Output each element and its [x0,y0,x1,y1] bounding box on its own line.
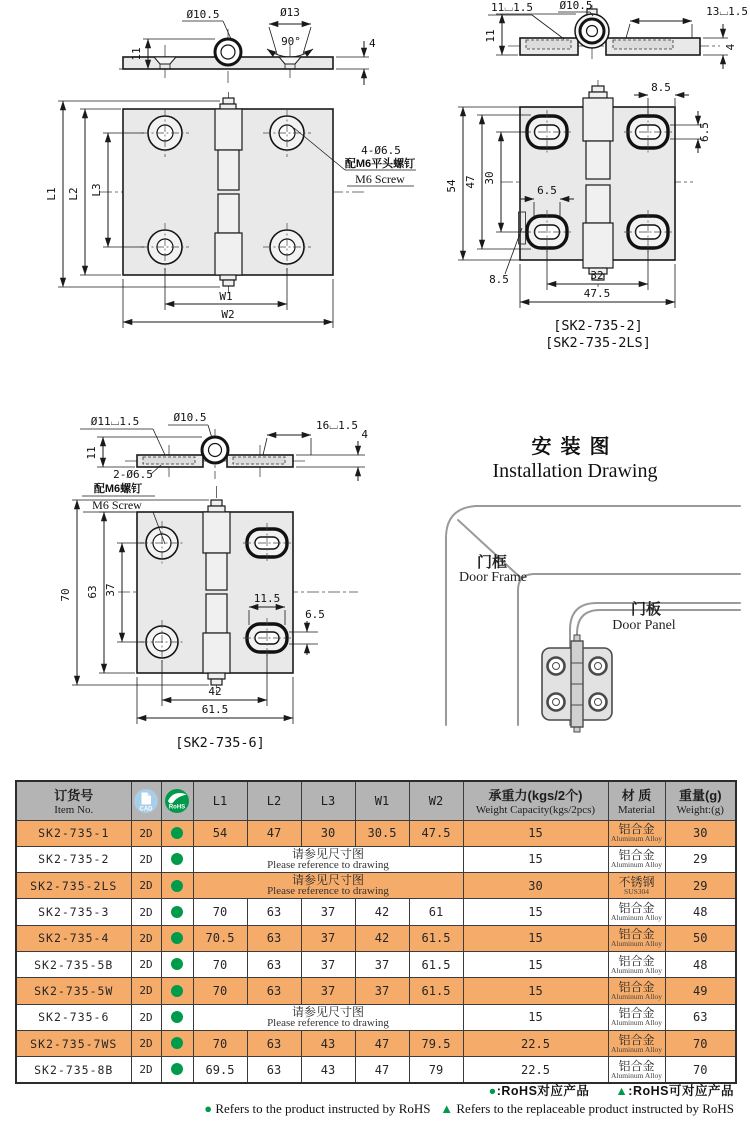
w2-cell: 79.5 [409,1030,463,1056]
material-cn: 铝合金 [618,927,655,942]
table-row [16,951,736,977]
rohs-cell [161,951,193,977]
rohs-dot [171,1011,183,1023]
capacity-cell: 15 [463,846,608,872]
material-cn: 不锈钢 [618,874,655,889]
material-en: Aluminum Alloy [610,1044,663,1054]
material-en: Aluminum Alloy [610,834,663,844]
l3-cell: 37 [301,978,355,1004]
w1-cell: 42 [355,925,409,951]
material-en: Aluminum Alloy [610,939,663,949]
table-row [16,846,736,872]
dim-inner-height: 63 [86,585,99,599]
cad-cell: 2D [131,1004,161,1030]
l3-cell: 43 [301,1057,355,1083]
dim-l2: L2 [67,187,80,201]
merged-note-cn: 请参见尺寸图 [291,873,364,888]
rohs-dot [171,1063,183,1075]
model-label: [SK2-735-6] [175,735,265,751]
dim-height: 11 [130,47,143,61]
rohs-legend [204,1081,734,1117]
item-cell: SK2-735-8B [16,1057,131,1083]
w1-cell: 37 [355,951,409,977]
rohs-cell [161,873,193,899]
dim-slot-h: 6.5 [305,608,325,621]
rohs-legend-en [204,1101,734,1117]
rohs-dot [171,958,183,970]
table-row [16,873,736,899]
screw-note-en: M6 Screw [92,498,142,512]
l2-cell: 63 [247,978,301,1004]
dim-csk-dia: Ø13 [280,6,300,19]
spec-table [15,780,737,1084]
capacity-cell: 15 [463,1004,608,1030]
hole-callout: 4-Ø6.5 [361,144,401,157]
table-row [16,1030,736,1056]
dim-edge-top: 8.5 [651,81,671,94]
header-item-en: Item No. [54,804,94,817]
dim-height: 11 [484,29,497,43]
rohs-cell [161,978,193,1004]
l2-cell: 63 [247,899,301,925]
table-row [16,899,736,925]
dims-merged-cell [193,1004,463,1030]
l3-cell: 37 [301,899,355,925]
cad-cell: 2D [131,899,161,925]
material-cn: 铝合金 [618,901,655,916]
installation-drawing [430,478,750,725]
material-cn: 铝合金 [618,979,655,994]
capacity-cell: 15 [463,899,608,925]
header-row [16,781,736,820]
l2-cell: 63 [247,951,301,977]
capacity-cell: 15 [463,820,608,846]
item-cell: SK2-735-2LS [16,873,131,899]
col-header-rohs [161,781,193,820]
door-panel-label-cn: 门板 [630,601,662,618]
dim-hole-span-h: 32 [590,269,604,282]
l1-cell: 70 [193,899,247,925]
material-cell [608,1004,665,1030]
item-cell: SK2-735-6 [16,1004,131,1030]
header-capacity-en: Weight Capacity(kgs/2pcs) [475,804,596,817]
item-cell: SK2-735-3 [16,899,131,925]
dims-merged-cell [193,846,463,872]
dim-width: 47.5 [583,287,611,300]
material-en: Aluminum Alloy [610,1070,663,1080]
w2-cell: 79 [409,1057,463,1083]
dim-height: 54 [445,179,458,193]
material-cell [608,846,665,872]
material-en: Aluminum Alloy [610,991,663,1001]
capacity-cell: 22.5 [463,1057,608,1083]
l1-cell: 70 [193,951,247,977]
material-cell [608,1030,665,1056]
material-cell [608,951,665,977]
weight-cell: 50 [665,925,736,951]
l2-cell: 63 [247,1057,301,1083]
rohs-triangle-en: Refers to the replaceable product instructed by RoHS [456,1101,734,1116]
w1-cell: 42 [355,899,409,925]
col-header-material [608,781,665,820]
material-cell [608,820,665,846]
w1-cell: 37 [355,978,409,1004]
model-label-2: [SK2-735-2LS] [545,335,651,351]
screw-note-cn: 配M6平头螺钉 [344,158,416,170]
header-material-en: Material [617,804,656,817]
material-en: SUS304 [623,886,649,896]
l1-cell: 70 [193,978,247,1004]
dim-w1: W1 [219,290,233,303]
cad-cell: 2D [131,951,161,977]
dim-width: 61.5 [201,703,229,716]
header-weight-cn: 重量(g) [678,788,722,804]
dim-pocket-left: Ø11⌴1.5 [90,415,140,428]
rohs-triangle-cn: :RoHS可对应产品 [628,1084,734,1098]
col-header-l1: L1 [193,781,247,820]
svg-text:CAD: CAD [139,806,153,813]
cad-icon [133,788,159,814]
merged-note-en: Please reference to drawing [267,858,389,871]
w2-cell: 47.5 [409,820,463,846]
header-capacity-cn: 承重力(kgs/2个) [488,788,583,804]
weight-cell: 29 [665,873,736,899]
capacity-cell: 15 [463,951,608,977]
l3-cell: 30 [301,820,355,846]
rohs-cell [161,1030,193,1056]
dim-pocket-right: 13⌴1.5 [706,5,748,18]
col-header-weight [665,781,736,820]
cad-cell: 2D [131,820,161,846]
material-cell [608,899,665,925]
model-label-1: [SK2-735-2] [553,318,643,334]
merged-note-cn: 请参见尺寸图 [291,1004,364,1019]
cad-cell: 2D [131,1057,161,1083]
item-cell: SK2-735-7WS [16,1030,131,1056]
rohs-cell [161,846,193,872]
l1-cell: 54 [193,820,247,846]
door-panel-label-en: Door Panel [612,618,676,633]
rohs-dot-symbol-en: ● [204,1101,213,1116]
rohs-dot [171,1037,183,1049]
col-header-cad [131,781,161,820]
door-frame-label-cn: 门框 [476,554,508,571]
l1-cell: 69.5 [193,1057,247,1083]
col-header-item [16,781,131,820]
w2-cell: 61.5 [409,925,463,951]
side-view-drawing-b [480,0,750,72]
installation-title-cn: 安装图 [531,436,619,458]
w2-cell: 61 [409,899,463,925]
installation-title-en: Installation Drawing [492,460,658,482]
dim-slot-h: 6.5 [698,122,711,142]
table-row [16,925,736,951]
merged-note-en: Please reference to drawing [267,1016,389,1029]
side-view-drawing-a [55,3,385,88]
item-cell: SK2-735-4 [16,925,131,951]
dim-height: 11 [85,446,98,460]
capacity-cell: 15 [463,978,608,1004]
cad-cell: 2D [131,925,161,951]
material-en: Aluminum Alloy [610,860,663,870]
dim-inner-height: 47 [464,175,477,189]
merged-note-cn: 请参见尺寸图 [291,846,364,861]
rohs-dot [171,880,183,892]
material-cell [608,925,665,951]
dim-hole-span-v: 30 [483,171,496,185]
material-cn: 铝合金 [618,1006,655,1021]
l2-cell: 47 [247,820,301,846]
dim-pocket-right: 16⌴1.5 [316,419,358,432]
dim-thickness: 4 [361,428,368,441]
w1-cell: 47 [355,1030,409,1056]
w2-cell: 61.5 [409,978,463,1004]
material-cn: 铝合金 [618,822,655,837]
dim-csk-angle: 90° [281,35,301,48]
table-row [16,1057,736,1083]
l3-cell: 37 [301,951,355,977]
hinge-graphic [542,635,612,732]
rohs-cell [161,925,193,951]
rohs-dot [171,932,183,944]
col-header-w2: W2 [409,781,463,820]
dim-slot-w: 6.5 [537,184,557,197]
material-en: Aluminum Alloy [610,1018,663,1028]
l3-cell: 43 [301,1030,355,1056]
item-cell: SK2-735-5W [16,978,131,1004]
merged-note-en: Please reference to drawing [267,885,389,898]
rohs-cell [161,1004,193,1030]
rohs-dot-en: Refers to the product instructed by RoHS [215,1101,431,1116]
dim-hole-span-v: 37 [104,583,117,597]
rohs-dot [171,827,183,839]
table-row [16,820,736,846]
dim-pin-dia: Ø10.5 [186,8,220,21]
dim-pocket-left: 11⌴1.5 [491,1,533,14]
front-view-sk2-735-2 [445,78,750,356]
front-view-generic [42,88,442,346]
weight-cell: 30 [665,820,736,846]
dim-l1: L1 [45,187,58,201]
dim-hole-span-h: 42 [208,685,222,698]
material-cn: 铝合金 [618,953,655,968]
material-cell [608,978,665,1004]
rohs-dot-symbol: ● [488,1084,497,1098]
material-cn: 铝合金 [618,1032,655,1047]
capacity-cell: 22.5 [463,1030,608,1056]
weight-cell: 29 [665,846,736,872]
screw-note-en: M6 Screw [355,172,405,186]
rohs-dot [171,906,183,918]
material-cell [608,1057,665,1083]
svg-text:RoHS: RoHS [168,804,186,811]
weight-cell: 70 [665,1030,736,1056]
door-frame-label-en: Door Frame [458,570,528,585]
l1-cell: 70.5 [193,925,247,951]
header-weight-en: Weight:(g) [676,804,724,817]
hole-callout: 2-Ø6.5 [113,468,153,481]
rohs-dot [171,853,183,865]
dim-slot-w: 11.5 [253,592,281,605]
col-header-l2: L2 [247,781,301,820]
rohs-dot-cn: :RoHS对应产品 [496,1084,590,1098]
rohs-cell [161,820,193,846]
rohs-dot [171,985,183,997]
weight-cell: 63 [665,1004,736,1030]
l2-cell: 63 [247,1030,301,1056]
w1-cell: 30.5 [355,820,409,846]
rohs-cell [161,1057,193,1083]
dim-edge-bottom: 8.5 [489,273,509,286]
item-cell: SK2-735-2 [16,846,131,872]
w2-cell: 61.5 [409,951,463,977]
col-header-l3: L3 [301,781,355,820]
dim-l3: L3 [90,183,103,197]
screw-note-cn: 配M6螺钉 [93,483,143,495]
cad-cell: 2D [131,873,161,899]
header-item-cn: 订货号 [54,788,94,804]
rohs-cell [161,899,193,925]
cad-cell: 2D [131,846,161,872]
spec-table-body [16,820,736,1083]
dim-pin-dia: Ø10.5 [173,411,207,424]
capacity-cell: 15 [463,925,608,951]
col-header-capacity [463,781,608,820]
item-cell: SK2-735-1 [16,820,131,846]
item-cell: SK2-735-5B [16,951,131,977]
material-en: Aluminum Alloy [610,913,663,923]
l3-cell: 37 [301,925,355,951]
material-en: Aluminum Alloy [610,965,663,975]
rohs-legend-cn [204,1081,734,1099]
col-header-w1: W1 [355,781,409,820]
dim-height: 70 [59,588,72,602]
rohs-icon [164,788,190,814]
table-row [16,1004,736,1030]
material-cn: 铝合金 [618,1058,655,1073]
rohs-triangle-symbol-en: ▲ [440,1101,454,1116]
dims-merged-cell [193,873,463,899]
dim-w2: W2 [221,308,235,321]
weight-cell: 70 [665,1057,736,1083]
front-view-sk2-735-6 [58,478,393,758]
dim-thickness: 4 [724,43,737,51]
dim-thickness: 4 [369,37,376,50]
l1-cell: 70 [193,1030,247,1056]
weight-cell: 48 [665,951,736,977]
header-material-cn: 材 质 [621,788,652,804]
w1-cell: 47 [355,1057,409,1083]
installation-title [430,430,720,483]
material-cn: 铝合金 [618,848,655,863]
l2-cell: 63 [247,925,301,951]
rohs-triangle-symbol: ▲ [615,1084,629,1098]
cad-cell: 2D [131,1030,161,1056]
material-cell [608,873,665,899]
cad-cell: 2D [131,978,161,1004]
weight-cell: 48 [665,899,736,925]
capacity-cell: 30 [463,873,608,899]
weight-cell: 49 [665,978,736,1004]
dim-pin-dia: Ø10.5 [559,0,593,12]
table-row [16,978,736,1004]
